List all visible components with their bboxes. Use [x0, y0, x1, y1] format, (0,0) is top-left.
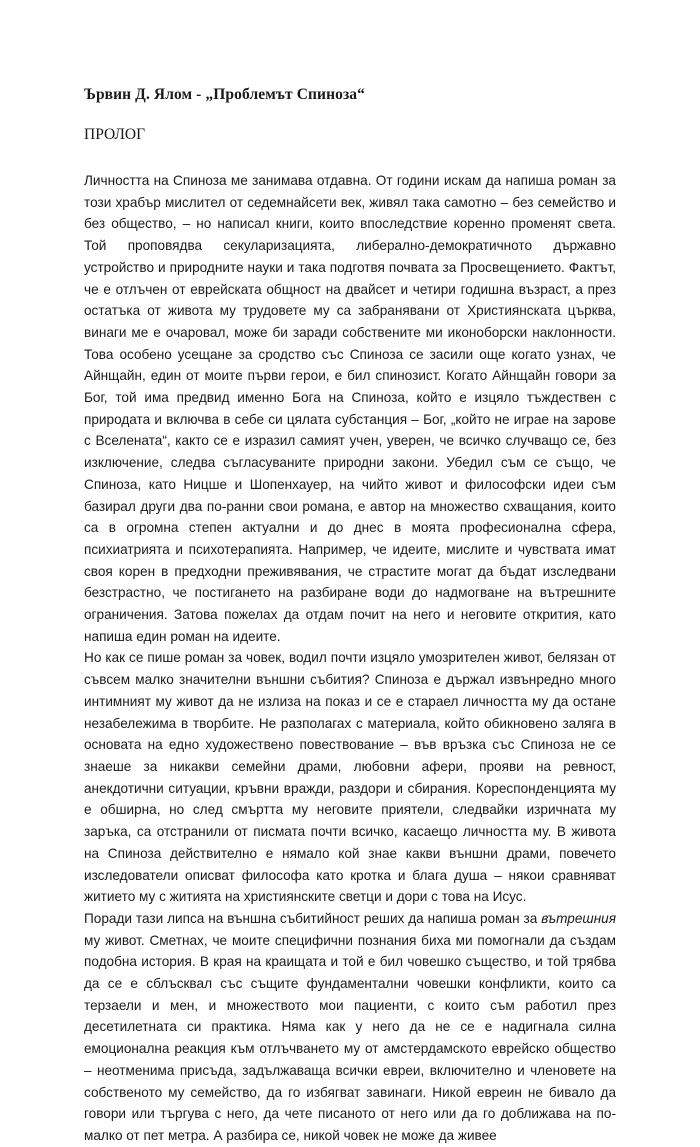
paragraph-3-rest: му живот. Сметнах, че моите специфични познания биха ми помогнали да създам подобна история. В края на краищата и той е бил човешко същество, и той трябва да се е сблъсквал със същите фундаментални човешки конфликти, които са терзаели и мен, и множеството мои пациенти, с които съм работил през десетилетната си практика. Няма как у него да не се е надигнала силна емоционална реакция към отлъчването му от амстердамското еврейско общество – неотменима присъда, задължаваща всички евреи, включително и членовете на собственото му семейство, да го избягват завинаги. Никой евреин не бивало да говори или търгува с него, да чете писаното от него или да го доближава на по-малко от пет метра. А разбира се, никой човек не може да живее: [84, 932, 616, 1143]
section-heading: ПРОЛОГ: [84, 126, 146, 143]
paragraph-3: [84, 908, 616, 1147]
paragraph-3-start: Поради тази липса на външна събитийност реших да напиша роман за: [84, 910, 542, 926]
paragraph-3-emphasis: вътрешния: [541, 910, 616, 926]
paragraph-2: Но как се пише роман за човек, водил почти изцяло умозрителен живот, белязан от съвсем малко значителни външни събития? Спиноза е държал извънредно много интимният му живот да не излиза на показ и се е стараел личността му да остане незабележима в творбите. Не разполагах с материала, който обикновено залягa в основата на едно художествено повествование – във връзка със Спиноза не се знаеше за никакви семейни драми, любовни афери, прояви на ревност, анекдотични ситуации, кръвни вражди, раздори и сбирания. Кореспонденцията му е обширна, но след смъртта му неговите приятели, следвайки изричната му заръка, са отстранили от писмата почти всичко, касаещо личността му. В живота на Спиноза действително е нямало кой знае какви външни драми, повечето изследователи описват философа като кротка и блага душа – някои сравняват житието му с житията на християнските светци и дори с това на Исус.: [84, 650, 616, 905]
document-title: Ървин Д. Ялом - „Проблемът Спиноза“: [84, 86, 365, 103]
paragraph-1: Личността на Спиноза ме занимава отдавна. От години искам да напиша роман за този храбър мислител от седемнайсети век, живял така самотно – без семейство и без общество, – но написал книги, които впоследствие коренно променят света. Той проповядва секуларизацията, либерално-демократичното държавно устройство и природните науки и така подготвя почвата за Просвещението. Фактът, че е отлъчен от еврейската общност на двайсет и четири годишна възраст, а през остатъка от живота му трудовете му са забранявани от Християнската църква, винаги ме е очаровал, може би заради собствените ми иконоборски наклонности. Това особено усещане за сродство със Спиноза се засили още когато узнах, че Айнщайн, един от моите първи герои, е бил спинозист. Когато Айнщайн говори за Бог, той има предвид именно Бога на Спиноза, който е изцяло тъждествен с природата и включва в себе си цялата субстанция – Бог, „който не играе на зарове с Вселената“, както се е изразил самият учен, уверен, че всичко случващо се, без изключение, следва съгласуваните природни закони. Убедил съм се също, че Спиноза, като Ницше и Шопенхауер, на чийто живот и философски идеи съм базирал други два по-ранни свои романа, е автор на множество схващания, които са в огромна степен актуални и до днес в моята професионална сфера, психиатрията и психотерапията. Например, че идеите, мислите и чувствата имат своя корен в предходни преживявания, че страстите могат да бъдат изследвани безстрастно, че постигането на разбиране води до надмогване на вътрешните ограничения. Затова пожелах да отдам почит на него и неговите открития, като напиша един роман на идеите.: [84, 173, 616, 644]
